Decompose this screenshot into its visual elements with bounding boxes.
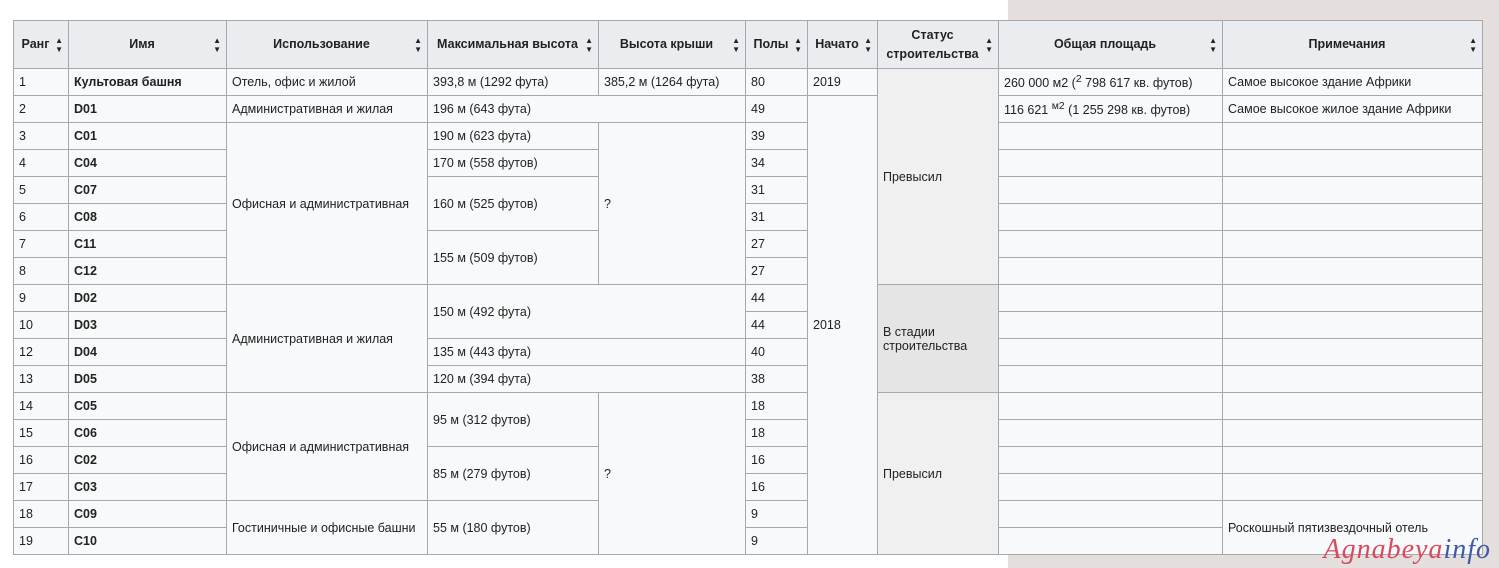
rank-cell: 16: [14, 447, 69, 474]
floors-cell: 44: [746, 285, 808, 312]
started-cell: 2018: [808, 96, 878, 555]
area-cell: [999, 474, 1223, 501]
notes-cell: [1223, 447, 1483, 474]
table-row: [14, 123, 1483, 150]
sort-icon[interactable]: ▲ ▼: [414, 35, 422, 54]
name-cell: C12: [69, 258, 227, 285]
notes-cell: [1223, 474, 1483, 501]
floors-cell: 18: [746, 420, 808, 447]
name-cell: C01: [69, 123, 227, 150]
sort-icon[interactable]: ▲ ▼: [213, 35, 221, 54]
col-notes-label: Примечания: [1308, 37, 1386, 51]
area-text: 260 000 м2 (: [1004, 76, 1076, 91]
floors-cell: 44: [746, 312, 808, 339]
notes-cell: [1223, 312, 1483, 339]
table-row: [14, 285, 1483, 312]
col-max-height-label: Максимальная высота: [437, 37, 578, 51]
name-cell: D03: [69, 312, 227, 339]
notes-cell: [1223, 339, 1483, 366]
rank-cell: 13: [14, 366, 69, 393]
name-cell: Культовая башня: [69, 69, 227, 96]
table-row: [14, 96, 1483, 123]
name-cell: C03: [69, 474, 227, 501]
notes-cell: Самое высокое жилое здание Африки: [1223, 96, 1483, 123]
col-area[interactable]: [999, 21, 1223, 69]
notes-cell: [1223, 258, 1483, 285]
rank-cell: 7: [14, 231, 69, 258]
name-cell: C08: [69, 204, 227, 231]
sort-icon[interactable]: ▲ ▼: [585, 35, 593, 54]
area-cell: [999, 258, 1223, 285]
col-use[interactable]: [227, 21, 428, 69]
floors-cell: 16: [746, 447, 808, 474]
name-cell: D02: [69, 285, 227, 312]
table-row: [14, 393, 1483, 420]
area-cell: [999, 150, 1223, 177]
area-cell: [999, 393, 1223, 420]
col-status[interactable]: [878, 21, 999, 69]
floors-cell: 16: [746, 474, 808, 501]
rank-cell: 10: [14, 312, 69, 339]
max-height-cell: 150 м (492 фута): [428, 285, 746, 339]
roof-height-cell: 385,2 м (1264 фута): [599, 69, 746, 96]
notes-cell: [1223, 150, 1483, 177]
floors-cell: 9: [746, 501, 808, 528]
floors-cell: 80: [746, 69, 808, 96]
area-sup: 2: [1075, 73, 1082, 85]
roof-height-cell: ?: [599, 393, 746, 555]
max-height-cell: 120 м (394 фута): [428, 366, 746, 393]
col-roof-height[interactable]: [599, 21, 746, 69]
area-cell: [999, 285, 1223, 312]
name-cell: C06: [69, 420, 227, 447]
name-cell: D04: [69, 339, 227, 366]
name-cell: D05: [69, 366, 227, 393]
rank-cell: 17: [14, 474, 69, 501]
floors-cell: 38: [746, 366, 808, 393]
col-floors[interactable]: [746, 21, 808, 69]
sort-icon[interactable]: ▲ ▼: [1209, 35, 1217, 54]
max-height-cell: 95 м (312 футов): [428, 393, 599, 447]
area-cell: [999, 501, 1223, 528]
area-cell: [999, 69, 1223, 96]
col-area-label: Общая площадь: [1053, 37, 1157, 51]
notes-cell: [1223, 393, 1483, 420]
max-height-cell: 155 м (509 футов): [428, 231, 599, 285]
col-notes[interactable]: [1223, 21, 1483, 69]
area-cell: [999, 339, 1223, 366]
roof-height-cell: ?: [599, 123, 746, 285]
col-roof-height-label: Высота крыши: [619, 37, 714, 51]
col-floors-label: Полы: [753, 37, 789, 51]
col-status-label: Статус строительства: [886, 27, 979, 61]
notes-cell: [1223, 123, 1483, 150]
max-height-cell: 55 м (180 футов): [428, 501, 599, 555]
col-name[interactable]: [69, 21, 227, 69]
area-cell: [999, 420, 1223, 447]
rank-cell: 6: [14, 204, 69, 231]
notes-cell: [1223, 177, 1483, 204]
max-height-cell: 393,8 м (1292 фута): [428, 69, 599, 96]
sort-icon[interactable]: ▲ ▼: [732, 35, 740, 54]
area-cell: [999, 204, 1223, 231]
skyscraper-table: [13, 20, 1483, 555]
rank-cell: 18: [14, 501, 69, 528]
rank-cell: 9: [14, 285, 69, 312]
area-cell: [999, 231, 1223, 258]
floors-cell: 31: [746, 177, 808, 204]
floors-cell: 27: [746, 231, 808, 258]
sort-icon[interactable]: ▲ ▼: [794, 35, 802, 54]
rank-cell: 5: [14, 177, 69, 204]
area-tail: 798 617 кв. футов): [1081, 76, 1193, 91]
name-cell: C07: [69, 177, 227, 204]
area-cell: [999, 366, 1223, 393]
header-row: [14, 21, 1483, 69]
rank-cell: 14: [14, 393, 69, 420]
area-cell: [999, 123, 1223, 150]
name-cell: D01: [69, 96, 227, 123]
floors-cell: 18: [746, 393, 808, 420]
notes-cell: Роскошный пятизвездочный отель: [1223, 501, 1483, 555]
col-started-label: Начато: [815, 37, 859, 51]
max-height-cell: 196 м (643 фута): [428, 96, 746, 123]
name-cell: C02: [69, 447, 227, 474]
max-height-cell: 85 м (279 футов): [428, 447, 599, 501]
watermark-part2: info: [1443, 534, 1491, 565]
use-cell: Офисная и административная: [227, 123, 428, 285]
col-name-label: Имя: [129, 37, 155, 51]
area-cell: [999, 528, 1223, 555]
rank-cell: 3: [14, 123, 69, 150]
col-use-label: Использование: [273, 37, 370, 51]
notes-cell: [1223, 366, 1483, 393]
col-started[interactable]: [808, 21, 878, 69]
watermark-logo: [1323, 534, 1491, 566]
rank-cell: 1: [14, 69, 69, 96]
area-cell: [999, 312, 1223, 339]
status-cell: Превысил: [878, 393, 999, 555]
area-sup: м2: [1051, 100, 1065, 112]
skyscraper-table-wrapper: [13, 20, 1483, 555]
rank-cell: 4: [14, 150, 69, 177]
rank-cell: 12: [14, 339, 69, 366]
use-cell: Отель, офис и жилой: [227, 69, 428, 96]
use-cell: Административная и жилая: [227, 285, 428, 393]
sort-icon[interactable]: ▲ ▼: [985, 35, 993, 54]
area-cell: [999, 96, 1223, 123]
floors-cell: 39: [746, 123, 808, 150]
floors-cell: 49: [746, 96, 808, 123]
col-rank[interactable]: [14, 21, 69, 69]
max-height-cell: 160 м (525 футов): [428, 177, 599, 231]
area-cell: [999, 177, 1223, 204]
sort-icon[interactable]: ▲ ▼: [864, 35, 872, 54]
status-cell: В стадии строительства: [878, 285, 999, 393]
status-cell: Превысил: [878, 69, 999, 285]
table-row: [14, 501, 1483, 528]
name-cell: C04: [69, 150, 227, 177]
notes-cell: [1223, 285, 1483, 312]
rank-cell: 2: [14, 96, 69, 123]
rank-cell: 19: [14, 528, 69, 555]
name-cell: C05: [69, 393, 227, 420]
floors-cell: 40: [746, 339, 808, 366]
name-cell: C10: [69, 528, 227, 555]
col-max-height[interactable]: [428, 21, 599, 69]
use-cell: Офисная и административная: [227, 393, 428, 501]
watermark-part1: Agnabeya: [1323, 534, 1444, 565]
floors-cell: 31: [746, 204, 808, 231]
area-text: 116 621: [1004, 103, 1052, 118]
sort-icon[interactable]: ▲ ▼: [1469, 35, 1477, 54]
max-height-cell: 170 м (558 футов): [428, 150, 599, 177]
notes-cell: [1223, 231, 1483, 258]
notes-cell: [1223, 204, 1483, 231]
col-rank-label: Ранг: [21, 37, 50, 51]
floors-cell: 27: [746, 258, 808, 285]
rank-cell: 15: [14, 420, 69, 447]
table-row: [14, 69, 1483, 96]
use-cell: Административная и жилая: [227, 96, 428, 123]
max-height-cell: 135 м (443 фута): [428, 339, 746, 366]
floors-cell: 34: [746, 150, 808, 177]
notes-cell: [1223, 420, 1483, 447]
sort-icon[interactable]: ▲ ▼: [55, 35, 63, 54]
notes-cell: Самое высокое здание Африки: [1223, 69, 1483, 96]
use-cell: Гостиничные и офисные башни: [227, 501, 428, 555]
started-cell: 2019: [808, 69, 878, 96]
rank-cell: 8: [14, 258, 69, 285]
area-tail: (1 255 298 кв. футов): [1064, 103, 1191, 118]
max-height-cell: 190 м (623 фута): [428, 123, 599, 150]
name-cell: C11: [69, 231, 227, 258]
floors-cell: 9: [746, 528, 808, 555]
area-cell: [999, 447, 1223, 474]
name-cell: C09: [69, 501, 227, 528]
